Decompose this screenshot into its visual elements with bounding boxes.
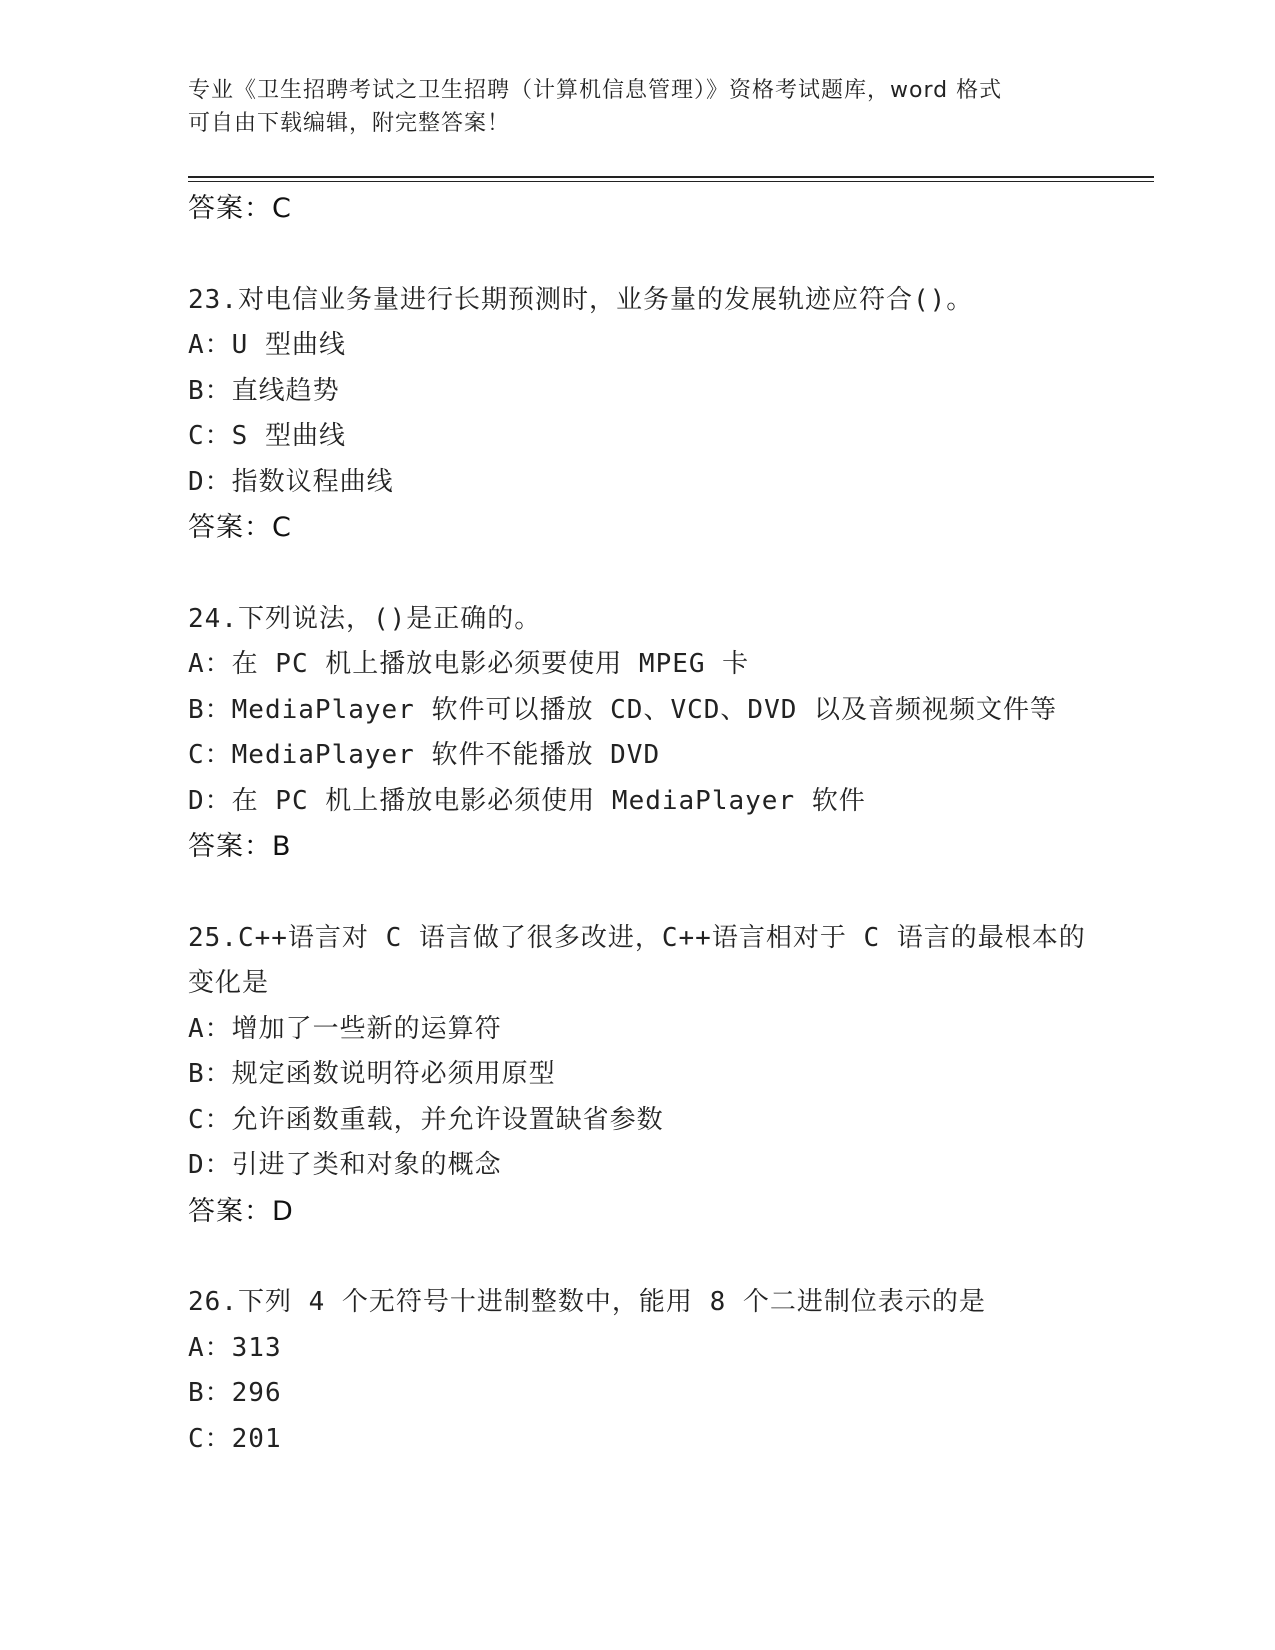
question-stem: 25.C++语言对 C 语言做了很多改进，C++语言相对于 C 语言的最根本的: [188, 922, 1086, 953]
option-a: A：增加了一些新的运算符: [188, 1013, 502, 1044]
question-list: [188, 186, 1148, 1462]
question-stem: 23.对电信业务量进行长期预测时，业务量的发展轨迹应符合()。: [188, 284, 974, 315]
option-b: B：规定函数说明符必须用原型: [188, 1059, 556, 1089]
option-a: A：U 型曲线: [188, 330, 346, 360]
question-block: [188, 1280, 1148, 1462]
option-c: C：S 型曲线: [188, 421, 346, 451]
header-line-2: 可自由下载编辑，附完整答案！: [188, 111, 511, 136]
header-line-1: 专业《卫生招聘考试之卫生招聘（计算机信息管理）》资格考试题库，word 格式: [188, 78, 1003, 103]
question-stem-continued: 变化是: [188, 968, 270, 998]
option-c: C：MediaPlayer 软件不能播放 DVD: [188, 740, 661, 770]
answer-line: 答案：C: [188, 512, 292, 543]
option-b: B：296: [188, 1378, 282, 1408]
question-stem: 24.下列说法，()是正确的。: [188, 603, 542, 634]
option-b: B：MediaPlayer 软件可以播放 CD、VCD、DVD 以及音频视频文件等: [188, 694, 1058, 725]
option-d: D：指数议程曲线: [188, 466, 394, 497]
option-d: D：在 PC 机上播放电影必须使用 MediaPlayer 软件: [188, 785, 866, 816]
option-a: A：313: [188, 1332, 282, 1363]
option-a: A：在 PC 机上播放电影必须要使用 MPEG 卡: [188, 649, 750, 679]
header-rule-thin: [188, 181, 1154, 182]
question-stem: 26.下列 4 个无符号十进制整数中，能用 8 个二进制位表示的是: [188, 1287, 986, 1317]
question-block: [188, 278, 1148, 551]
option-c: C：201: [188, 1423, 282, 1454]
document-header: [188, 74, 1088, 140]
option-c: C：允许函数重载，并允许设置缺省参数: [188, 1104, 664, 1135]
answer-line: 答案：C: [188, 193, 292, 224]
question-block: [188, 916, 1148, 1235]
answer-line: 答案：B: [188, 831, 292, 862]
header-rule-thick: [188, 176, 1154, 178]
question-block: [188, 597, 1148, 870]
answer-line: 答案：D: [188, 1195, 294, 1227]
option-b: B：直线趋势: [188, 375, 340, 406]
option-d: D：引进了类和对象的概念: [188, 1150, 502, 1180]
